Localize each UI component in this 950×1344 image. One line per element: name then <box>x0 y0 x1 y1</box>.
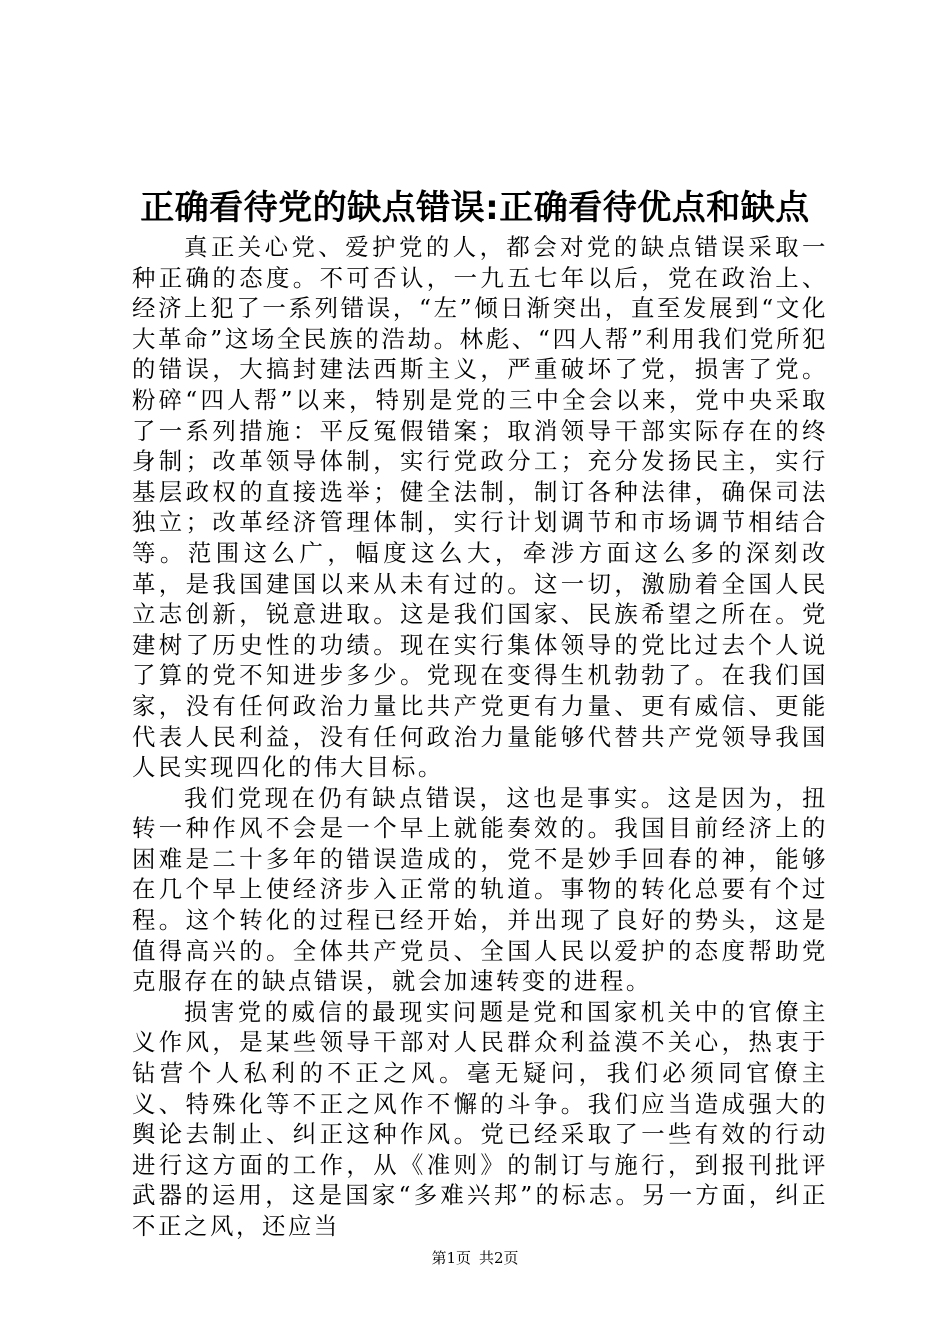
paragraph: 损害党的威信的最现实问题是党和国家机关中的官僚主义作风，是某些领导干部对人民群众利益漠不关心，热衷于钻营个人私利的不正之风。毫无疑问，我们必须同官僚主义、特殊化等不正之风作不懈的斗争。我们应当造成强大的舆论去制止、纠正这种作风。党已经采取了一些有效的行动进行这方面的工作，从《准则》的制订与施行，到报刊批评武器的运用，这是国家“多难兴邦”的标志。另一方面，纠正不正之风，还应当 <box>132 997 828 1240</box>
page-footer <box>0 1248 950 1268</box>
page-count: 共2页 <box>479 1249 519 1267</box>
page-title: 正确看待党的缺点错误:正确看待优点和缺点 <box>140 188 810 228</box>
document-body <box>132 232 828 1242</box>
page-number: 第1页 <box>431 1249 471 1267</box>
paragraph: 真正关心党、爱护党的人，都会对党的缺点错误采取一种正确的态度。不可否认，一九五七年以后，党在政治上、经济上犯了一系列错误，“左”倾日渐突出，直至发展到“文化大革命”这场全民族的浩劫。林彪、“四人帮”利用我们党所犯的错误，大搞封建法西斯主义，严重破坏了党，损害了党。粉碎“四人帮”以来，特别是党的三中全会以来，党中央采取了一系列措施：平反冤假错案；取消领导干部实际存在的终身制；改革领导体制，实行党政分工；充分发扬民主，实行基层政权的直接选举；健全法制，制订各种法律，确保司法独立；改革经济管理体制，实行计划调节和市场调节相结合等。范围这么广，幅度这么大，牵涉方面这么多的深刻改革，是我国建国以来从未有过的。这一切，激励着全国人民立志创新，锐意进取。这是我们国家、民族希望之所在。党建树了历史性的功绩。现在实行集体领导的党比过去个人说了算的党不知进步多少。党现在变得生机勃勃了。在我们国家，没有任何政治力量比共产党更有力量、更有威信、更能代表人民利益，没有任何政治力量能够代替共产党领导我国人民实现四化的伟大目标。 <box>132 233 828 782</box>
paragraph: 我们党现在仍有缺点错误，这也是事实。这是因为，扭转一种作风不会是一个早上就能奏效的。我国目前经济上的困难是二十多年的错误造成的，党不是妙手回春的神，能够在几个早上使经济步入正常的轨道。事物的转化总要有个过程。这个转化的过程已经开始，并出现了良好的势头，这是值得高兴的。全体共产党员、全国人民以爱护的态度帮助党克服存在的缺点错误，就会加速转变的进程。 <box>132 783 828 996</box>
